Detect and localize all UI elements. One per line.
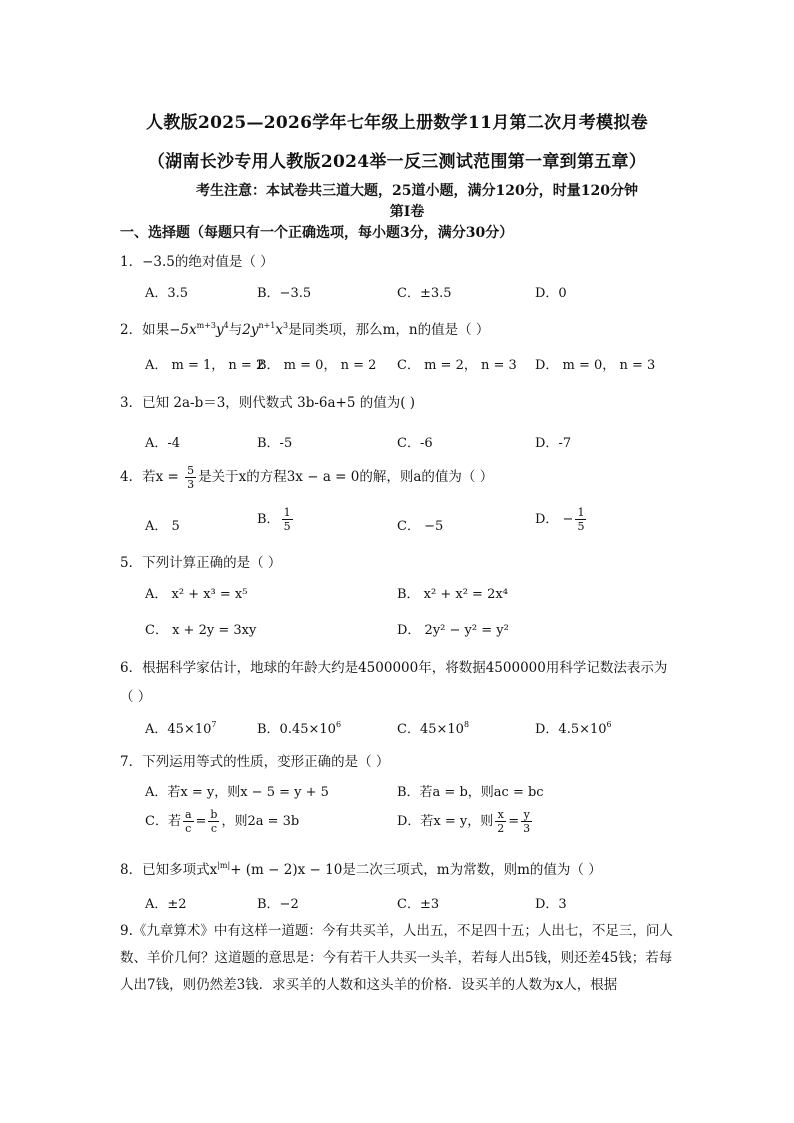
q4-option-c: C． −5 — [397, 519, 444, 534]
q4-option-b: B． $\frac{1}{5}$ — [257, 506, 291, 533]
question-2: 2．如果$-5x^{m+3}y^4$与$2y^{n+1}x^3$是同类项，那么m，n的值是（ ） — [120, 321, 490, 338]
q1-option-b: B．−3.5 — [257, 286, 312, 301]
q5-option-c: C． x + 2y = 3xy — [145, 623, 257, 638]
q6-option-d: D．$4.5\times 10^6$ — [535, 720, 612, 737]
q2-option-c: C． m = 2， n = 3 — [397, 358, 517, 373]
q6-option-a: A．$45\times 10^7$ — [145, 720, 217, 737]
question-4: 4．若x = $\frac{5}{3}$ 是关于x的方程3x − a = 0的解，则a的值为（ ） — [120, 464, 494, 491]
q7-option-d: D．若x = y，则 $\frac{x}{2}$ = $\frac{y}{3}$ — [397, 808, 531, 835]
q1-option-c: C．±3.5 — [397, 286, 452, 301]
question-6: 6．根据科学家估计，地球的年龄大约是4500000年，将数据4500000用科学记数法表示为 — [120, 660, 668, 676]
q2-option-a: A． m = 1， n = 2 — [145, 358, 265, 373]
fraction-5-over-3: $\frac{5}{3}$ — [187, 464, 195, 491]
q4-option-d: D． − $\frac{1}{5}$ — [535, 506, 585, 533]
q4-option-a: A． 5 — [145, 519, 180, 534]
question-6-cont: （ ） — [120, 689, 152, 705]
q6-option-c: C．$45\times 10^8$ — [397, 720, 470, 737]
q8-option-b: B．−2 — [257, 897, 299, 912]
q1-option-a: A．3.5 — [145, 286, 189, 301]
q3-option-b: B．-5 — [257, 436, 293, 451]
q8-option-d: D．3 — [535, 897, 567, 912]
q2-option-d: D． m = 0， n = 3 — [535, 358, 656, 373]
fraction-1-over-5: $\frac{1}{5}$ — [283, 506, 291, 533]
q5-option-d: D． 2y² − y² = y² — [397, 623, 509, 638]
fraction-neg-1-over-5: $\frac{1}{5}$ — [577, 506, 585, 533]
question-8: 8．已知多项式$x^{|m|}+ (m - 2)x - 10$是二次三项式，m为常数，则m的值为（ ） — [120, 861, 602, 878]
question-9: 9.《九章算术》中有这样一道题：今有共买羊，人出五，不足四十五；人出七，不足三，问人数、羊价几何？这道题的意思是：今有若干人共买一头羊，若每人出5钱，则还差45钱；若每人出7钱，则仍然差3钱．求买羊的人数和这头羊的价格．设买羊的人数为x人，根据 — [120, 923, 673, 993]
q3-option-a: A．-4 — [145, 436, 181, 451]
question-1: 1．−3.5的绝对值是（ ） — [120, 254, 274, 270]
q6-option-b: B．$0.45\times 10^6$ — [257, 720, 342, 737]
paper-title: 人教版2025—2026学年七年级上册数学11月第二次月考模拟卷 — [146, 113, 648, 133]
q5-option-a: A． x² + x³ = x⁵ — [145, 587, 248, 602]
volume-label: 第Ⅰ卷 — [389, 204, 425, 220]
q3-option-c: C．-6 — [397, 436, 433, 451]
question-7: 7．下列运用等式的性质，变形正确的是（ ） — [120, 754, 390, 770]
question-3: 3．已知 2a-b＝3，则代数式 3b-6a+5 的值为( ) — [120, 395, 416, 411]
q5-option-b: B． x² + x² = 2x⁴ — [397, 587, 508, 602]
section-heading: 一、选择题（每题只有一个正确选项，每小题3分，满分30分） — [120, 225, 514, 241]
q1-option-d: D．0 — [535, 286, 567, 301]
q2-option-b: B． m = 0， n = 2 — [257, 358, 377, 373]
q8-option-c: C．±3 — [397, 897, 440, 912]
q3-option-d: D．-7 — [535, 436, 572, 451]
q7-option-c: C．若 $\frac{a}{c}$ = $\frac{b}{c}$ ，则2a = 3b — [145, 808, 300, 835]
q7-option-a: A．若x = y，则x − 5 = y + 5 — [145, 785, 329, 800]
paper-subtitle: （湖南长沙专用人教版2024举一反三测试范围第一章到第五章） — [147, 152, 647, 172]
question-5: 5．下列计算正确的是（ ） — [120, 555, 282, 571]
exam-notice: 考生注意：本试卷共三道大题，25道小题，满分120分，时量120分钟 — [196, 183, 638, 199]
q8-option-a: A．±2 — [145, 897, 187, 912]
q7-option-b: B．若a = b，则ac = bc — [397, 785, 544, 800]
